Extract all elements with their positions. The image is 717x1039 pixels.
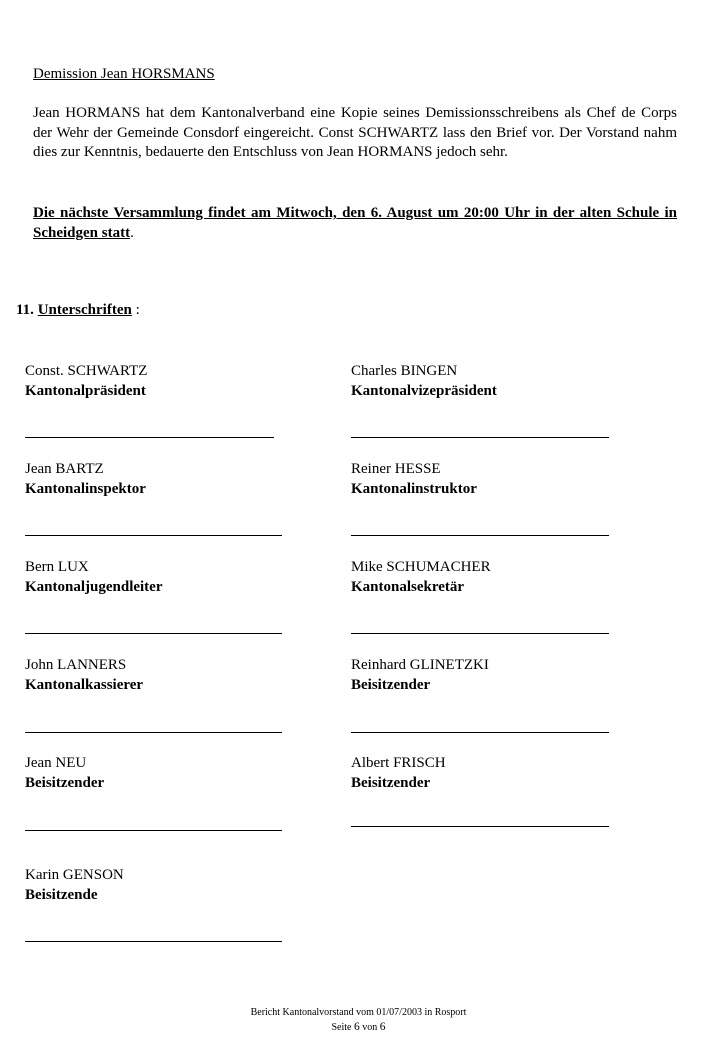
signature-line — [351, 732, 609, 733]
paragraph: Jean HORMANS hat dem Kantonalverband eine Kopie seines Demissionsschreibens als Chef de Corps der Wehr der Gemeinde Consdorf eingereicht. Const SCHWARTZ lass den Brief vor. Der Vorstand nahm dies zur Kenntnis, bedauerte den Entschluss von Jean HORMANS jedoch sehr. — [33, 105, 677, 160]
signature-block — [351, 361, 497, 401]
signatory-role: Beisitzender — [351, 677, 431, 693]
signature-block — [351, 753, 446, 793]
signature-block — [25, 753, 104, 793]
signatory-role: Kantonalinspektor — [25, 481, 146, 497]
signatory-name: Mike SCHUMACHER — [351, 559, 491, 575]
signatory-role: Beisitzender — [25, 775, 105, 791]
signatory-name: Charles BINGEN — [351, 363, 458, 379]
signature-line — [351, 535, 609, 536]
signature-block — [351, 459, 477, 499]
signatory-role: Kantonaljugendleiter — [25, 579, 163, 595]
signatory-role: Kantonalsekretär — [351, 579, 465, 595]
page-total: 6 — [379, 1021, 386, 1033]
signature-block — [351, 655, 489, 695]
signature-line — [351, 826, 609, 827]
signatory-role: Kantonalpräsident — [25, 383, 146, 399]
signature-line — [25, 633, 282, 634]
page-of: von — [362, 1022, 378, 1033]
page-current: 6 — [354, 1021, 360, 1033]
signature-line — [25, 830, 282, 831]
signatory-role: Kantonalkassierer — [25, 677, 144, 693]
signature-block — [25, 557, 163, 597]
signature-block — [25, 655, 143, 695]
page-label: Seite — [331, 1022, 352, 1033]
section-title — [16, 302, 140, 319]
signatory-name: John LANNERS — [25, 657, 127, 673]
signature-block — [25, 865, 124, 905]
footer-page-number — [0, 1021, 717, 1033]
announcement-trailing: . — [130, 224, 134, 241]
signatory-name: Reiner HESSE — [351, 461, 441, 477]
signature-block — [25, 459, 146, 499]
signatory-name: Jean NEU — [25, 755, 87, 771]
section-suffix: : — [131, 302, 140, 318]
signatory-name: Albert FRISCH — [351, 755, 446, 771]
announcement-text: Die nächste Versammlung findet am Mitwoch, den 6. August um 20:00 Uhr in der alten Schule in Scheidgen statt — [33, 205, 677, 241]
footer-report: Bericht Kantonalvorstand vom 01/07/2003 in Rosport — [250, 1007, 467, 1018]
signatory-role: Beisitzende — [25, 887, 98, 903]
signature-line — [351, 633, 609, 634]
signature-line — [25, 535, 282, 536]
signature-line — [25, 732, 282, 733]
signatory-name: Karin GENSON — [25, 867, 124, 883]
section-number: 11. — [16, 302, 34, 318]
signature-block — [351, 557, 491, 597]
signatory-name: Jean BARTZ — [25, 461, 104, 477]
signatory-name: Const. SCHWARTZ — [25, 363, 148, 379]
section-heading: Demission Jean HORSMANS — [33, 66, 215, 82]
signatory-name: Reinhard GLINETZKI — [351, 657, 489, 673]
signatory-role: Kantonalvizepräsident — [351, 383, 497, 399]
section-label: Unterschriften — [37, 302, 132, 318]
signature-line — [25, 941, 282, 942]
announcement — [33, 204, 677, 243]
signature-line — [351, 437, 609, 438]
signature-line — [25, 437, 274, 438]
signatory-name: Bern LUX — [25, 559, 89, 575]
signatory-role: Beisitzender — [351, 775, 431, 791]
signature-block — [25, 361, 147, 401]
signatory-role: Kantonalinstruktor — [351, 481, 477, 497]
